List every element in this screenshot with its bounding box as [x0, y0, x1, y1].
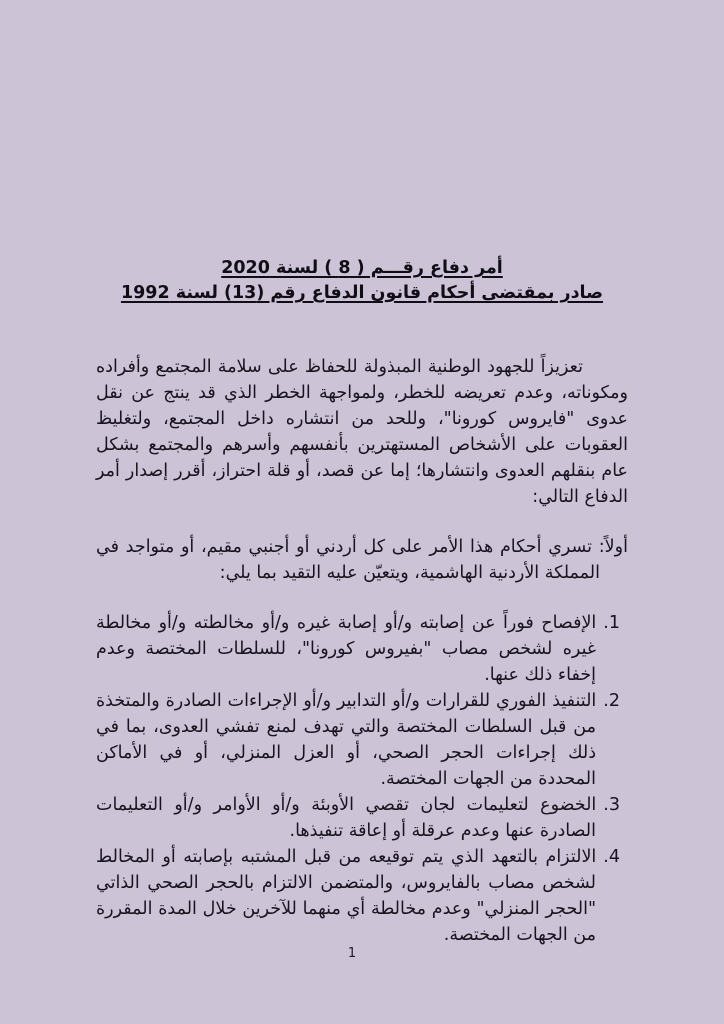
first-clause-text: تسري أحكام هذا الأمر على كل أردني أو أجنبي مقيم، أو متواجد في المملكة الأردنية الهاشمية، ويتعيّن عليه التقيد بما يلي:	[96, 537, 600, 583]
preamble-paragraph: تعزيزاً للجهود الوطنية المبذولة للحفاظ على سلامة المجتمع وأفراده ومكوناته، وعدم تعريضه للخطر، ولمواجهة الخطر الذي قد ينتج عن نقل عدوى "فايروس كورونا"، وللحد من انتشاره داخل المجتمع، ولتغليظ العقوبات على الأشخاص المستهترين بأنفسهم وأسرهم والمجتمع بشكل عام بنقلهم العدوى وانتشارها؛ إما عن قصد، أو قلة احتراز، أقرر إصدار أمر الدفاع التالي:	[96, 357, 628, 507]
obligations-list	[96, 610, 628, 948]
list-item	[96, 792, 620, 844]
page-number: 1	[347, 946, 357, 961]
title-block	[96, 256, 628, 306]
list-item-text: التنفيذ الفوري للقرارات و/أو التدابير و/أو الإجراءات الصادرة والمتخذة من قبل السلطات المختصة والتي تهدف لمنع تفشي العدوى، بما في ذلك إجراءات الحجر الصحي، أو العزل المنزلي، أو في الأماكن المحددة من الجهات المختصة.	[96, 691, 597, 789]
list-item-text: الإفصاح فوراً عن إصابته و/أو إصابة غيره و/أو مخالطته و/أو مخالطة غيره لشخص مصاب "بفيروس كورونا"، للسلطات المختصة وعدم إخفاء ذلك عنها.	[96, 613, 597, 685]
first-clause-paragraph	[96, 534, 628, 586]
title-line-2: صادر بمقتضى أحكام قانون الدفاع رقم (13) لسنة 1992	[120, 283, 604, 303]
list-item-text: الالتزام بالتعهد الذي يتم توقيعه من قبل المشتبه بإصابته أو المخالط لشخص مصاب بالفايروس، والمتضمن الالتزام بالحجر الصحي الذاتي "الحجر المنزلي" وعدم مخالطة أي منهما للآخرين خلال المدة المقررة من الجهات المختصة.	[96, 847, 597, 945]
list-item	[96, 844, 620, 948]
list-item-number: .2	[603, 691, 620, 711]
first-clause-label: أولاً:	[598, 537, 628, 557]
list-item-number: .3	[603, 795, 620, 815]
list-item-text: الخضوع لتعليمات لجان تقصي الأوبئة و/أو الأوامر و/أو التعليمات الصادرة عنها وعدم عرقلة أو إعاقة تنفيذها.	[96, 795, 597, 841]
title-line-1: أمر دفاع رقـــم ( 8 ) لسنة 2020	[221, 258, 503, 278]
document-content	[96, 0, 628, 948]
list-item-number: .4	[603, 847, 620, 867]
list-item-number: .1	[603, 613, 620, 633]
page-footer	[0, 942, 724, 963]
list-item	[96, 610, 620, 688]
list-item	[96, 688, 620, 792]
